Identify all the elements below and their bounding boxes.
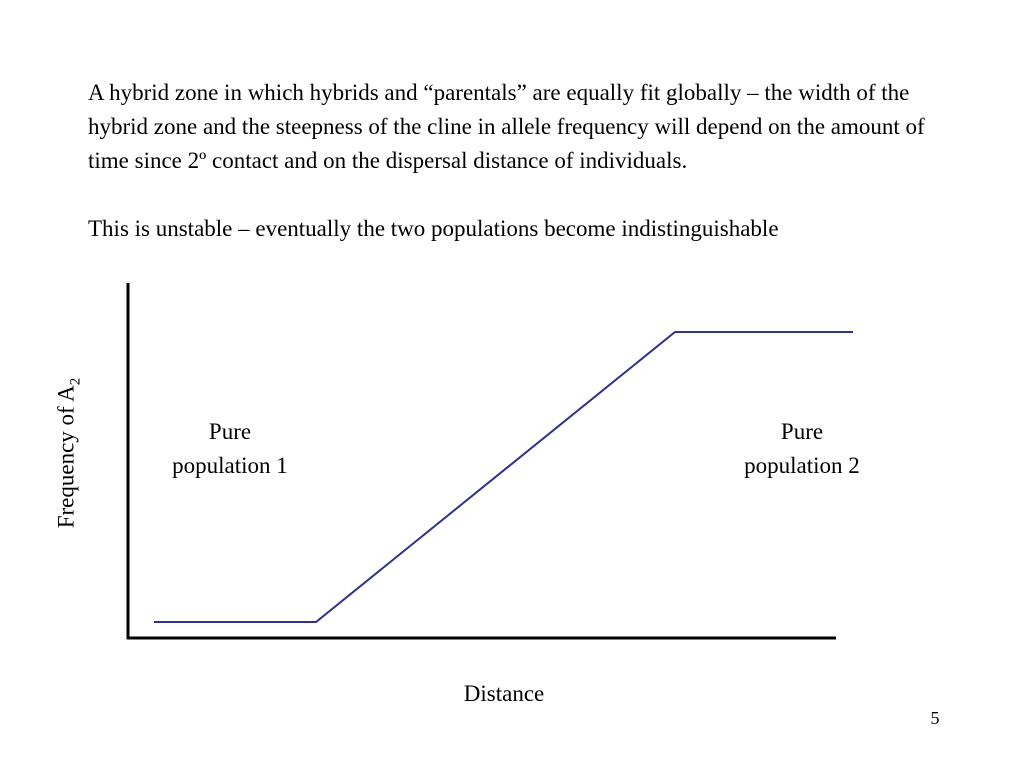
- slide-number: 5: [930, 708, 940, 728]
- y-axis-label-subscript: 2: [67, 377, 84, 386]
- pure-population-2-label: [702, 415, 902, 483]
- pure-population-2-line2: population 2: [744, 453, 860, 478]
- pure-population-1-line1: Pure: [208, 419, 252, 444]
- pure-population-1-line2: population 1: [172, 453, 288, 478]
- description-paragraph: A hybrid zone in which hybrids and “parentals” are equally fit globally – the width of the hybrid zone and the steepness of the cline in allele frequency will depend on the amount of time since 2º contact and on the dispersal distance of individuals.: [88, 80, 925, 173]
- y-axis-label: [54, 378, 85, 529]
- pure-population-1-label: [130, 415, 330, 483]
- instability-note: This is unstable – eventually the two populations become indistinguishable: [88, 216, 779, 241]
- y-axis-label-main: Frequency of A: [53, 385, 79, 529]
- pure-population-2-line1: Pure: [780, 419, 824, 444]
- x-axis-label: Distance: [463, 681, 545, 706]
